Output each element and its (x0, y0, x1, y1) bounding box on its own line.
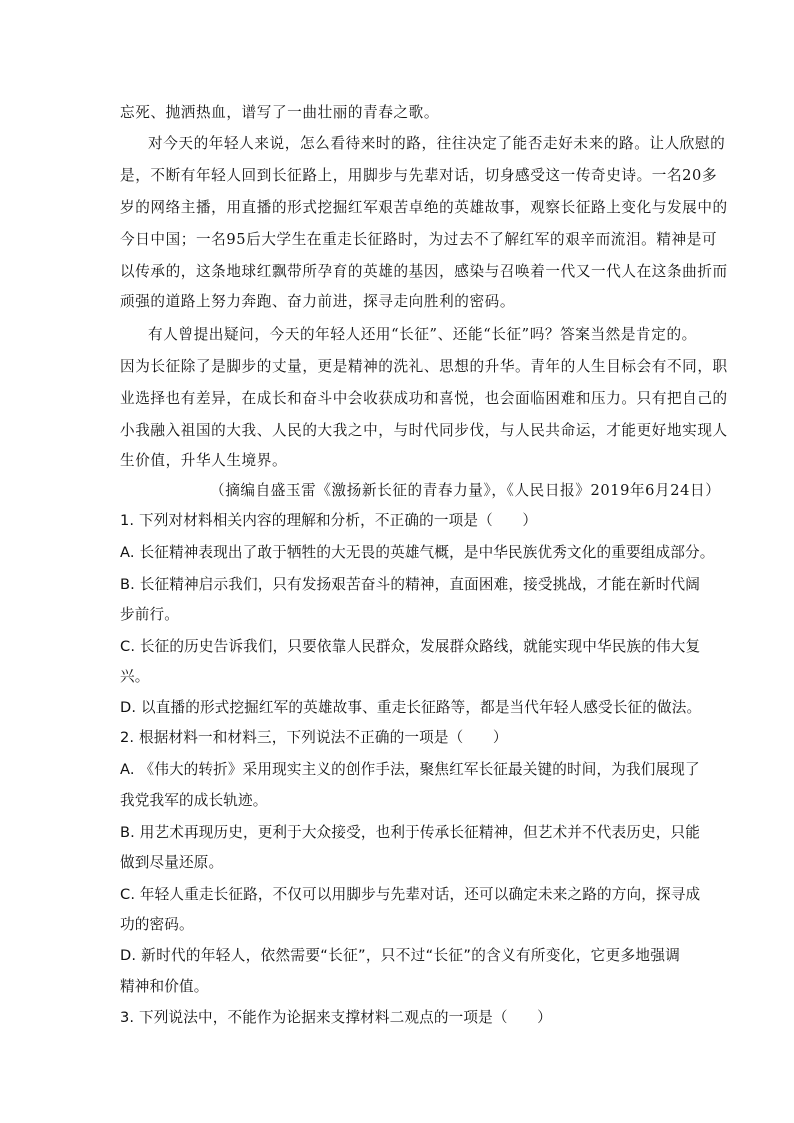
passage-paragraph-2-line: 以传承的，这条地球红飘带所孕育的英雄的基因，感染与召唤着一代又一代人在这条曲折而 (120, 263, 728, 280)
question-3-stem: 3. 下列说法中，不能作为论据来支撑材料二观点的一项是（ ） (120, 1009, 552, 1026)
question-1-option-a: A. 长征精神表现出了敢于牺牲的大无畏的英雄气概，是中华民族优秀文化的重要组成部分。 (120, 544, 715, 561)
question-2-option-d-cont: 精神和价值。 (120, 978, 209, 995)
question-2-option-a-cont: 我党我军的成长轨迹。 (120, 792, 268, 809)
question-2-option-b: B. 用艺术再现历史，更利于大众接受，也利于传承长征精神，但艺术并不代表历史，只能 (120, 824, 701, 841)
question-1-option-b-cont: 步前行。 (120, 606, 179, 623)
passage-paragraph-2-line: 对今天的年轻人来说，怎么看待来时的路，往往决定了能否走好未来的路。让人欣慰的 (148, 135, 726, 152)
passage-paragraph-2-line: 今日中国；一名95后大学生在重走长征路时，为过去不了解红军的艰辛而流泪。精神是可 (120, 231, 718, 248)
question-1-option-c: C. 长征的历史告诉我们，只要依靠人民群众，发展群众路线，就能实现中华民族的伟大复 (120, 638, 701, 655)
question-1-stem: 1. 下列对材料相关内容的理解和分析，不正确的一项是（ ） (120, 512, 538, 529)
passage-source: （摘编自盛玉雷《激扬新长征的青春力量》，《人民日报》2019年6月24日） (210, 482, 721, 499)
passage-paragraph-3-line: 有人曾提出疑问，今天的年轻人还用“长征”、还能“长征”吗？答案当然是肯定的。 (148, 326, 697, 343)
question-1-option-b: B. 长征精神启示我们，只有发扬艰苦奋斗的精神，直面困难，接受挑战，才能在新时代阔 (120, 576, 701, 593)
question-2-option-c: C. 年轻人重走长征路，不仅可以用脚步与先辈对话，还可以确定未来之路的方向，探寻成 (120, 886, 701, 903)
question-2-option-c-cont: 功的密码。 (120, 916, 194, 933)
passage-paragraph-3-line: 小我融入祖国的大我、人民的大我之中，与时代同步伐，与人民共命运，才能更好地实现人 (120, 422, 728, 439)
passage-paragraph-1-end: 忘死、抛洒热血，谱写了一曲壮丽的青春之歌。 (120, 104, 440, 121)
question-1-option-d: D. 以直播的形式挖掘红军的英雄故事、重走长征路等，都是当代年轻人感受长征的做法。 (120, 699, 702, 716)
passage-paragraph-2-line: 顽强的道路上努力奔跑、奋力前进，探寻走向胜利的密码。 (120, 293, 516, 310)
question-2-option-b-cont: 做到尽量还原。 (120, 854, 224, 871)
question-2-option-a: A. 《伟大的转折》采用现实主义的创作手法，聚焦红军长征最关键的时间，为我们展现了 (120, 761, 700, 778)
passage-paragraph-3-line: 业选择也有差异，在成长和奋斗中会收获成功和喜悦，也会面临困难和压力。只有把自己的 (120, 390, 728, 407)
question-2-stem: 2. 根据材料一和材料三，下列说法不正确的一项是（ ） (120, 729, 508, 746)
passage-paragraph-3-line: 因为长征除了是脚步的丈量，更是精神的洗礼、思想的升华。青年的人生目标会有不同，职 (120, 358, 728, 375)
question-1-option-c-cont: 兴。 (120, 668, 150, 685)
passage-paragraph-2-line: 岁的网络主播，用直播的形式挖掘红军艰苦卓绝的英雄故事，观察长征路上变化与发展中的 (120, 199, 728, 216)
passage-paragraph-2-line: 是，不断有年轻人回到长征路上，用脚步与先辈对话，切身感受这一传奇史诗。一名20多 (120, 167, 718, 184)
question-2-option-d: D. 新时代的年轻人，依然需要“长征”，只不过“长征”的含义有所变化，它更多地强调 (120, 947, 680, 964)
passage-paragraph-3-line: 生价值，升华人生境界。 (120, 452, 288, 469)
